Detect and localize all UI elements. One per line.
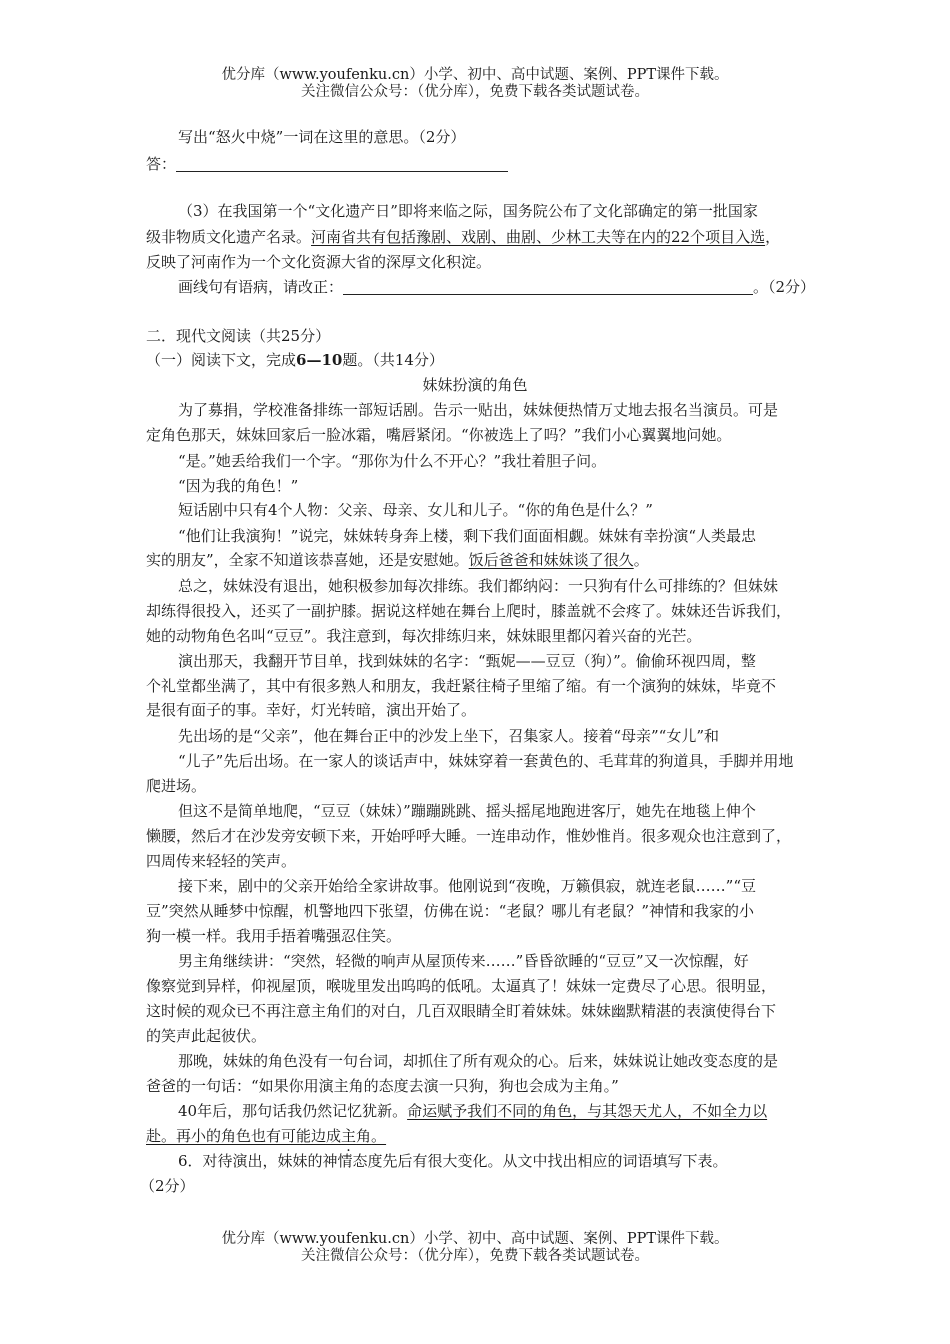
- closing-underlined: 赴。再小的角色也有可能边成: [146, 1127, 342, 1145]
- article-line: 定角色那天，妹妹回家后一脸冰霜，嘴唇紧闭。“你被选上了吗？”我们小心翼翼地问她。: [146, 426, 732, 444]
- article-line: 演出那天，我翻开节目单，找到妹妹的名字：“甄妮——豆豆（狗）”。偷偷环视四周，整: [178, 652, 756, 670]
- subtitle-range: 6—10: [296, 351, 343, 369]
- last-line-pre: 40年后，那句话我仍然记忆犹新。: [178, 1102, 408, 1120]
- article-line: 个礼堂都坐满了，其中有很多熟人和朋友，我赶紧往椅子里缩了缩。有一个演狗的妹妹，毕竟不: [146, 677, 777, 695]
- article-line: 那晚，妹妹的角色没有一句台词，却抓住了所有观众的心。后来，妹妹说让她改变态度的是: [178, 1052, 779, 1070]
- article-line: 狗一模一样。我用手捂着嘴强忍住笑。: [146, 927, 402, 945]
- footer-line-2: 关注微信公众号：（优分库），免费下载各类试题试卷。: [301, 1248, 649, 1264]
- article-line: 懒腰，然后才在沙发旁安顿下来，开始呼呼大睡。一连串动作，惟妙惟肖。很多观众也注意到了，: [146, 827, 792, 845]
- article-line: 的笑声此起彼伏。: [146, 1027, 267, 1045]
- q3-line-1: （3）在我国第一个“文化遗产日”即将来临之际，国务院公布了文化部确定的第一批国家: [178, 202, 758, 220]
- article-line: “儿子”先后出场。在一家人的谈话声中，妹妹穿着一套黄色的、毛茸茸的狗道具，手脚并用地: [178, 752, 794, 770]
- header-line-2: 关注微信公众号：（优分库），免费下载各类试题试卷。: [301, 84, 649, 100]
- article-line: 四周传来轻轻的笑声。: [146, 852, 297, 870]
- page-footer: [0, 1231, 950, 1265]
- article-line: 总之，妹妹没有退出，她积极参加每次排练。我们都纳闷：一只狗有什么可排练的？但妹妹: [178, 577, 779, 595]
- article-line: 是很有面子的事。幸好，灯光转暗，演出开始了。: [146, 701, 477, 719]
- article-line: 豆”突然从睡梦中惊醒，机警地四下张望，仿佛在说：“老鼠？哪儿有老鼠？”神情和我家的小: [146, 902, 755, 920]
- q3-line-2-pre: 级非物质文化遗产名录。: [146, 228, 312, 246]
- q3-line-3: 反映了河南作为一个文化资源大省的深厚文化积淀。: [146, 253, 492, 271]
- emphasis-char: 主: [341, 1127, 357, 1145]
- q3-underlined-sentence: 河南省共有包括豫剧、戏剧、曲剧、少林工夫等在内的22个项目入选: [311, 228, 766, 246]
- q3-line-2: [146, 227, 780, 247]
- question-6-line-1: 6．对待演出，妹妹的神情态度先后有很大变化。从文中找出相应的词语填写下表。: [178, 1152, 728, 1170]
- article-line: “因为我的角色！”: [178, 477, 299, 495]
- question-nuhuo-prompt: 写出“怒火中烧”一词在这里的意思。（2分）: [178, 128, 466, 146]
- last-line-underlined: 命运赋予我们不同的角色，与其怨天尤人，不如全力以: [407, 1102, 768, 1120]
- article-line: 但这不是简单地爬，“豆豆（妹妹）”蹦蹦跳跳、摇头摇尾地跑进客厅，她先在地毯上伸个: [178, 802, 756, 820]
- article-line: [146, 550, 649, 570]
- article-line: “他们让我演狗！”说完，妹妹转身奔上楼，剩下我们面面相觑。妹妹有幸扮演“人类最忠: [178, 527, 757, 545]
- article-line: 她的动物角色名叫“豆豆”。我注意到，每次排练归来，妹妹眼里都闪着兴奋的光芒。: [146, 627, 702, 645]
- article-line: 爬进场。: [146, 777, 207, 795]
- section-2-subtitle: [146, 350, 444, 370]
- line-7-post: 。: [633, 551, 649, 569]
- q3-score: 。（2分）: [753, 278, 816, 296]
- q3-answer-blank[interactable]: [343, 294, 753, 295]
- article-line: “是。”她丢给我们一个字。“那你为什么不开心？”我壮着胆子问。: [178, 452, 607, 470]
- question-6-line-2: （2分）: [140, 1177, 195, 1195]
- answer-label: 答：: [146, 155, 177, 173]
- article-line: 这时候的观众已不再注意主角们的对白，几百双眼睛全盯着妹妹。妹妹幽默精湛的表演使得台下: [146, 1002, 777, 1020]
- header-line-1: 优分库（www.youfenku.cn）小学、初中、高中试题、案例、PPT课件下载。: [221, 67, 729, 83]
- article-line: 爸爸的一句话：“如果你用演主角的态度去演一只狗，狗也会成为主角。”: [146, 1077, 619, 1095]
- section-2-title: 二．现代文阅读（共25分）: [146, 327, 331, 345]
- article-line: 却练得很投入，还买了一副护膝。据说这样她在舞台上爬时，膝盖就不会疼了。妹妹还告诉我们，: [146, 602, 792, 620]
- article-line: [146, 1126, 386, 1146]
- closing-period: 。: [371, 1127, 387, 1145]
- page-header: [0, 67, 950, 101]
- article-line: 像察觉到异样，仰视屋顶，喉咙里发出呜呜的低吼。太逼真了！妹妹一定费尽了心思。很明显，: [146, 977, 777, 995]
- q3-prompt: 画线句有语病，请改正：: [178, 278, 344, 296]
- footer-line-1: 优分库（www.youfenku.cn）小学、初中、高中试题、案例、PPT课件下载。: [221, 1231, 729, 1247]
- article-line: 短话剧中只有4个人物：父亲、母亲、女儿和儿子。“你的角色是什么？”: [178, 501, 653, 519]
- subtitle-post: 题。（共14分）: [342, 351, 444, 369]
- subtitle-pre: （一）阅读下文，完成: [146, 351, 297, 369]
- question-nuhuo-answer: [146, 154, 508, 174]
- q3-line-2-post: ，: [765, 228, 781, 246]
- line-7-pre: 实的朋友”，全家不知道该恭喜她，还是安慰她。: [146, 551, 469, 569]
- article-line: 先出场的是“父亲”，他在舞台正中的沙发上坐下，召集家人。接着“母亲”“女儿”和: [178, 727, 720, 745]
- article-line: 男主角继续讲：“突然，轻微的响声从屋顶传来……”昏昏欲睡的“豆豆”又一次惊醒，好: [178, 952, 749, 970]
- article-line: 接下来，剧中的父亲开始给全家讲故事。他刚说到“夜晚，万籁俱寂，就连老鼠……”“豆: [178, 877, 757, 895]
- line-7-underlined: 饭后爸爸和妹妹谈了很久: [468, 551, 634, 569]
- closing-underlined-end: 角: [356, 1127, 372, 1145]
- article-title: 妹妹扮演的角色: [422, 376, 528, 394]
- article-line: 为了募捐，学校准备排练一部短话剧。告示一贴出，妹妹便热情万丈地去报名当演员。可是: [178, 401, 779, 419]
- article-line: [178, 1101, 767, 1121]
- q3-prompt-line: [178, 277, 815, 297]
- answer-blank[interactable]: [176, 171, 508, 172]
